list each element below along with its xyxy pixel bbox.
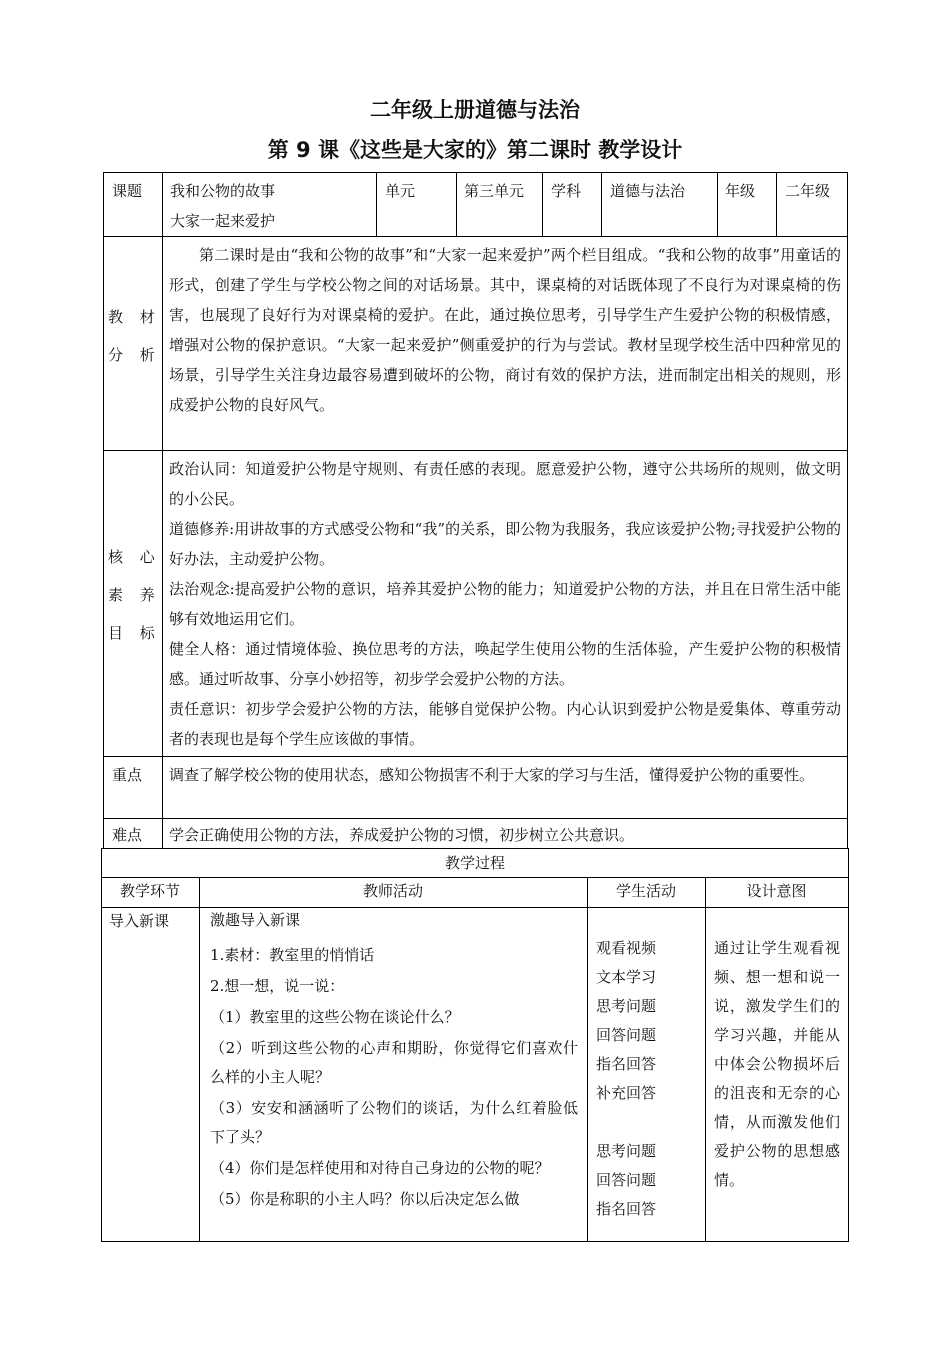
- analysis-text-cell: [169, 240, 841, 420]
- key-point-label: 重点: [112, 766, 143, 784]
- goal-moral: 道德修养:用讲故事的方式感受公物和“我”的关系，即公物为我服务，我应该爱护公物;寻找爱护公物的好办法，主动爱护公物。: [169, 520, 841, 568]
- teacher-line-7: （4）你们是怎样使用和对待自己身边的公物的呢？: [210, 1159, 550, 1177]
- topic-label: 课题: [112, 182, 143, 200]
- teacher-line-3: 2.想一想，说一说：: [210, 977, 345, 995]
- student-item: 回答问题: [596, 1171, 657, 1189]
- core-label-2: 素 养: [108, 586, 161, 604]
- teacher-line-6: （3）安安和涵涵听了公物们的谈话，为什么红着脸低下了头？: [210, 1099, 578, 1146]
- goal-political: 政治认同：知道爱护公物是守规则、有责任感的表现。愿意爱护公物，遵守公共场所的规则，做文明的小公民。: [169, 460, 841, 508]
- design-intent-cell: [714, 934, 840, 1195]
- core-label-1: 核 心: [108, 548, 161, 566]
- header-stage: 教学环节: [119, 882, 180, 900]
- student-item: 思考问题: [596, 997, 657, 1015]
- design-intent-text: 通过让学生观看视频、想一想和说一说，激发学生们的学习兴趣，并能从中体会公物损坏后的沮丧和无奈的心情，从而激发他们爱护公物的思想感情。: [714, 939, 840, 1189]
- grade-value: 二年级: [785, 182, 831, 200]
- analysis-label-1: 教 材: [108, 308, 161, 326]
- topic-line-1: 我和公物的故事: [170, 182, 276, 200]
- header-intent: 设计意图: [746, 882, 807, 900]
- unit-label: 单元: [385, 182, 416, 200]
- teacher-activity-cell: [210, 906, 578, 1214]
- key-point-cell: [169, 760, 841, 790]
- student-item: 补充回答: [596, 1084, 657, 1102]
- page-subtitle: 第 9 课《这些是大家的》第二课时 教学设计: [267, 138, 683, 162]
- grade-label: 年级: [725, 182, 756, 200]
- analysis-label-2: 分 析: [108, 346, 161, 364]
- core-label-3: 目 标: [108, 624, 161, 642]
- student-item: 指名回答: [596, 1055, 657, 1073]
- student-item: 观看视频: [596, 939, 657, 957]
- teacher-line-4: （1）教室里的这些公物在谈论什么？: [210, 1008, 460, 1026]
- student-item: 文本学习: [596, 968, 657, 986]
- header-teacher: 教师活动: [362, 882, 423, 900]
- subject-label: 学科: [551, 182, 582, 200]
- student-activity-cell: [596, 934, 701, 1224]
- student-item: 指名回答: [596, 1200, 657, 1218]
- subject-value: 道德与法治: [610, 182, 686, 200]
- goal-responsibility: 责任意识：初步学会爱护公物的方法，能够自觉保护公物。内心认识到爱护公物是爱集体、尊重劳动者的表现也是每个学生应该做的事情。: [169, 700, 841, 748]
- analysis-text: 第二课时是由“我和公物的故事”和“大家一起来爱护”两个栏目组成。“我和公物的故事”用童话的形式，创建了学生与学校公物之间的对话场景。其中，课桌椅的对话既体现了不良行为对课桌椅的伤害，也展现了良好行为对课桌椅的爱护。在此，通过换位思考，引导学生产生爱护公物的积极情感，增强对公物的保护意识。“大家一起来爱护”侧重爱护的行为与尝试。教材呈现学校生活中四种常见的场景，引导学生关注身边最容易遭到破坏的公物，商讨有效的保护方法，进而制定出相关的规则，形成爱护公物的良好风气。: [169, 246, 841, 414]
- goal-personality: 健全人格：通过情境体验、换位思考的方法，唤起学生使用公物的生活体验，产生爱护公物的积极情感。通过听故事、分享小妙招等，初步学会爱护公物的方法。: [169, 640, 841, 688]
- process-title: 教学过程: [444, 854, 505, 872]
- student-item: 回答问题: [596, 1026, 657, 1044]
- teacher-line-8: （5）你是称职的小主人吗？你以后决定怎么做: [210, 1190, 520, 1208]
- goal-legal: 法治观念:提高爱护公物的意识，培养其爱护公物的能力；知道爱护公物的方法，并且在日常生活中能够有效地运用它们。: [169, 580, 841, 628]
- unit-value: 第三单元: [464, 182, 525, 200]
- teacher-line-5: （2）听到这些公物的心声和期盼，你觉得它们喜欢什么样的小主人呢？: [210, 1039, 578, 1086]
- difficulty-text: 学会正确使用公物的方法，养成爱护公物的习惯，初步树立公共意识。: [169, 826, 635, 844]
- page-title: 二年级上册道德与法治: [370, 98, 580, 122]
- key-point-text: 调查了解学校公物的使用状态，感知公物损害不利于大家的学习与生活，懂得爱护公物的重要性。: [169, 766, 815, 784]
- header-student: 学生活动: [615, 882, 676, 900]
- stage-intro: 导入新课: [109, 912, 170, 930]
- teacher-line-2: 1.素材：教室里的悄悄话: [210, 946, 375, 964]
- student-item: 思考问题: [596, 1142, 657, 1160]
- student-spacer: [596, 1108, 701, 1137]
- core-goals-cell: [169, 454, 841, 754]
- difficulty-label: 难点: [112, 826, 143, 844]
- topic-line-2: 大家一起来爱护: [170, 212, 276, 230]
- teacher-line-1: 激趣导入新课: [210, 911, 301, 929]
